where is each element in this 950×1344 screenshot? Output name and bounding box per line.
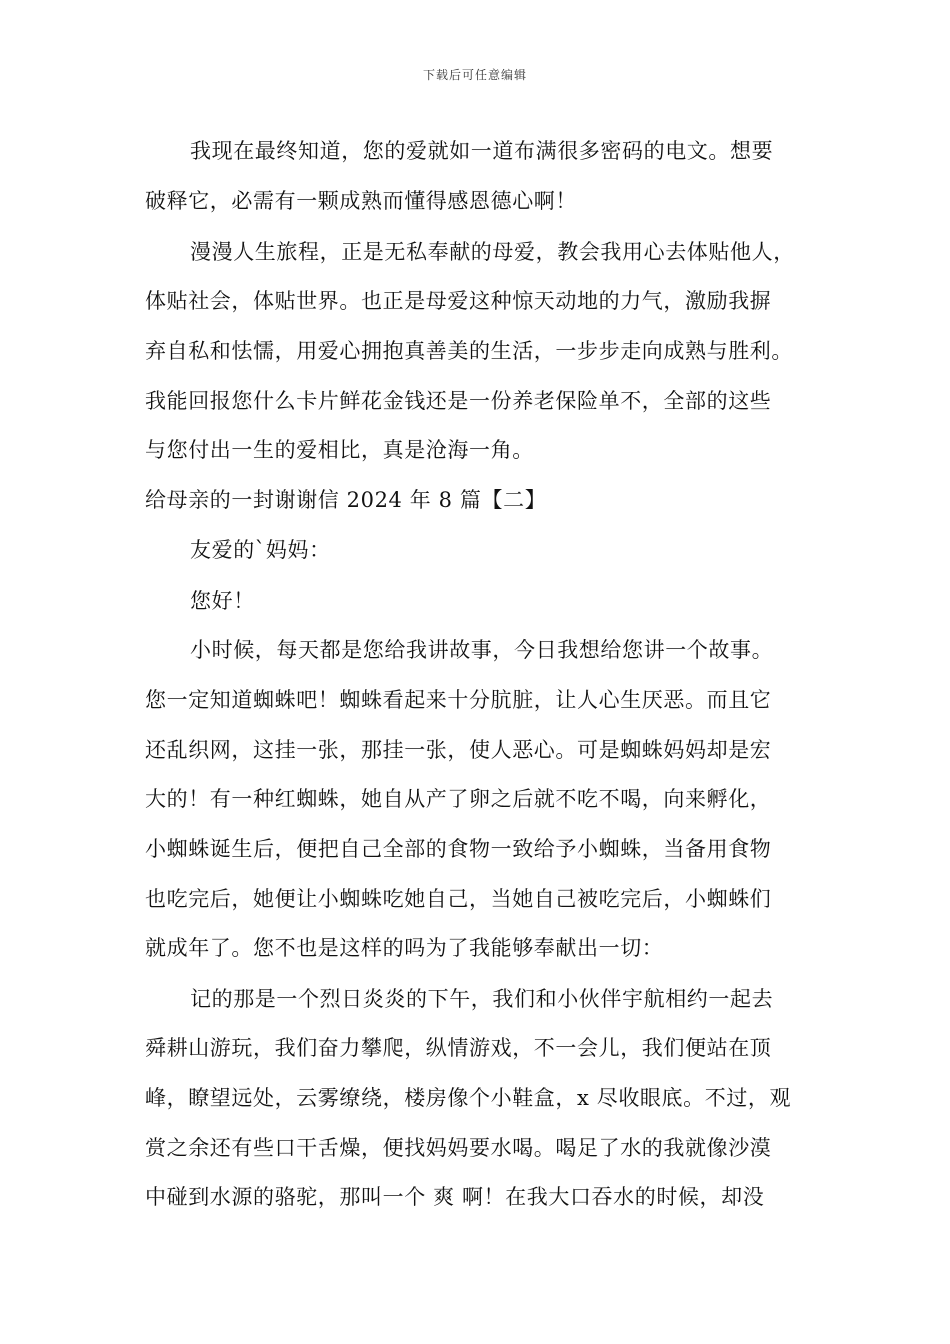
text-line: 舜耕山游玩，我们奋力攀爬，纵情游戏，不一会儿，我们便站在顶 bbox=[145, 1036, 772, 1060]
salutation: 友爱的`妈妈： bbox=[190, 538, 331, 562]
text-line: 漫漫人生旅程，正是无私奉献的母爱，教会我用心去体贴他人， bbox=[190, 240, 795, 264]
text-line: 您一定知道蜘蛛吧！蜘蛛看起来十分肮脏，让人心生厌恶。而且它 bbox=[145, 688, 772, 712]
text-line: 大的！有一种红蜘蛛，她自从产了卵之后就不吃不喝，向来孵化， bbox=[145, 787, 772, 811]
text-line: 小蜘蛛诞生后，便把自己全部的食物一致给予小蜘蛛，当备用食物 bbox=[145, 837, 772, 861]
section-heading: 给母亲的一封谢谢信 2024 年 8 篇【二】 bbox=[145, 488, 547, 512]
text-line: 小时候，每天都是您给我讲故事，今日我想给您讲一个故事。 bbox=[190, 638, 774, 662]
text-line: 还乱织网，这挂一张，那挂一张，使人恶心。可是蜘蛛妈妈却是宏 bbox=[145, 738, 772, 762]
text-line: 破释它，必需有一颗成熟而懂得感恩德心啊！ bbox=[145, 189, 577, 213]
text-line: 记的那是一个烈日炎炎的下午，我们和小伙伴宇航相约一起去 bbox=[190, 987, 774, 1011]
text-line: 峰，瞭望远处，云雾缭绕，楼房像个小鞋盒，x 尽收眼底。不过，观 bbox=[145, 1086, 792, 1110]
page-header-note: 下载后可任意编辑 bbox=[422, 68, 527, 82]
text-line: 体贴社会，体贴世界。也正是母爱这种惊天动地的力气，激励我摒 bbox=[145, 289, 772, 313]
text-line: 与您付出一生的爱相比，真是沧海一角。 bbox=[145, 438, 534, 462]
greeting: 您好！ bbox=[190, 589, 255, 613]
text-line: 中碰到水源的骆驼，那叫一个 爽 啊！在我大口吞水的时候，却没 bbox=[145, 1185, 765, 1209]
text-line: 就成年了。您不也是这样的吗为了我能够奉献出一切： bbox=[145, 936, 664, 960]
text-line: 我现在最终知道，您的爱就如一道布满很多密码的电文。想要 bbox=[190, 139, 774, 163]
text-line: 弃自私和怯懦，用爱心拥抱真善美的生活，一步步走向成熟与胜利。 bbox=[145, 339, 793, 363]
text-line: 赏之余还有些口干舌燥，便找妈妈要水喝。喝足了水的我就像沙漠 bbox=[145, 1136, 772, 1160]
text-line: 我能回报您什么卡片鲜花金钱还是一份养老保险单不，全部的这些 bbox=[145, 389, 772, 413]
text-line: 也吃完后，她便让小蜘蛛吃她自己，当她自己被吃完后，小蜘蛛们 bbox=[145, 887, 772, 911]
